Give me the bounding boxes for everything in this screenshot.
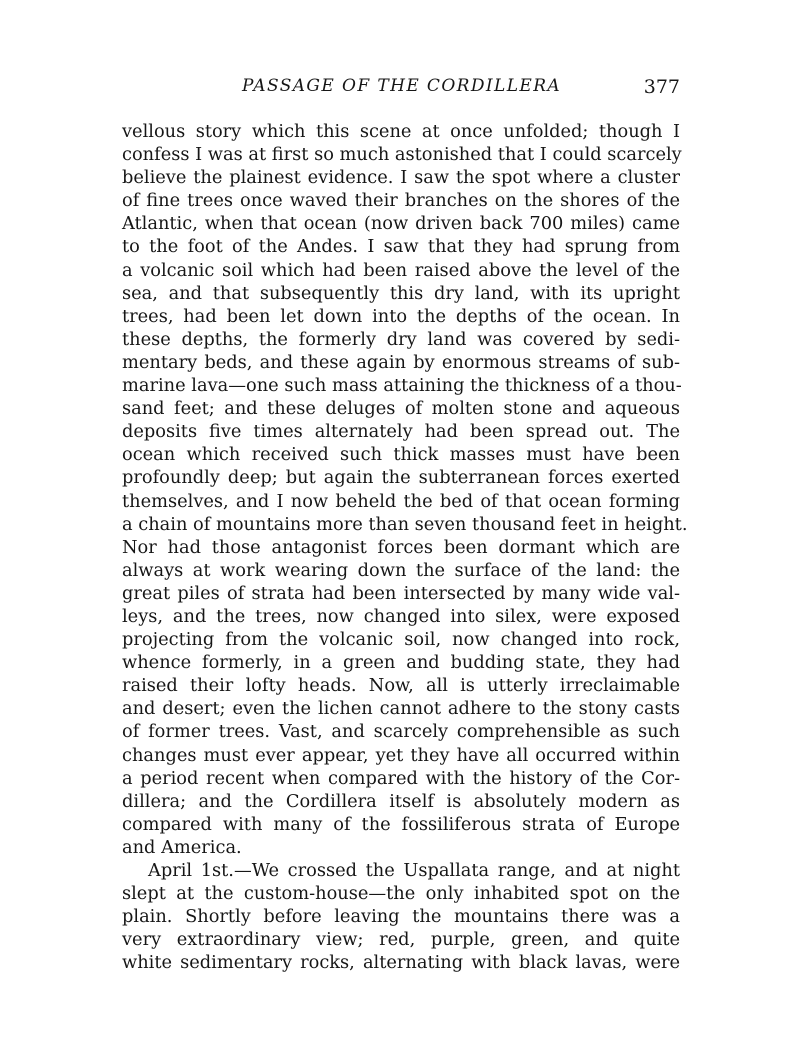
text-line: and desert; even the lichen cannot adhere to the stony casts — [122, 698, 680, 720]
text-line: dillera; and the Cordillera itself is absolutely modern as — [122, 790, 680, 812]
text-line: compared with many of the fossiliferous strata of Europe — [122, 813, 680, 835]
running-head — [122, 76, 680, 102]
text-line: a period recent when compared with the history of the Cor- — [122, 767, 680, 789]
paragraph-last-line: and America. — [122, 836, 242, 858]
text-line: sand feet; and these deluges of molten stone and aqueous — [122, 398, 680, 420]
text-line: of former trees. Vast, and scarcely comprehensible as such — [122, 721, 680, 743]
text-line: of fine trees once waved their branches on the shores of the — [122, 190, 680, 212]
text-line: always at work wearing down the surface of the land: the — [122, 559, 680, 581]
text-line: confess I was at first so much astonished that I could scarcely — [122, 144, 682, 166]
text-line: white sedimentary rocks, alternating with black lavas, were — [122, 952, 680, 974]
text-line: whence formerly, in a green and budding state, they had — [122, 652, 680, 674]
text-line: to the foot of the Andes. I saw that they had sprung from — [122, 236, 680, 258]
paragraph-first-line: April 1st.—We crossed the Uspallata range, and at night — [148, 860, 680, 881]
text-line: Atlantic, when that ocean (now driven back 700 miles) came — [122, 213, 680, 235]
text-line: Nor had those antagonist forces been dormant which are — [122, 536, 680, 558]
text-line: raised their lofty heads. Now, all is utterly irreclaimable — [122, 675, 680, 697]
text-line: a chain of mountains more than seven thousand feet in height. — [122, 513, 688, 535]
body-text — [122, 120, 688, 974]
text-line: mentary beds, and these again by enormous streams of sub- — [122, 351, 680, 373]
text-line: vellous story which this scene at once unfolded; though I — [122, 121, 680, 142]
text-line: these depths, the formerly dry land was covered by sedi- — [122, 328, 680, 350]
text-line: ocean which received such thick masses must have been — [122, 444, 680, 466]
text-line: a volcanic soil which had been raised above the level of the — [122, 259, 680, 281]
text-line: sea, and that subsequently this dry land, with its upright — [122, 282, 680, 304]
text-line: deposits five times alternately had been spread out. The — [122, 421, 680, 443]
text-line: projecting from the volcanic soil, now changed into rock, — [122, 629, 680, 651]
text-line: themselves, and I now beheld the bed of that ocean forming — [122, 490, 680, 512]
text-line: great piles of strata had been intersected by many wide val- — [122, 582, 680, 604]
text-line: trees, had been let down into the depths of the ocean. In — [122, 305, 680, 327]
text-line: very extraordinary view; red, purple, green, and quite — [122, 929, 680, 951]
text-line: changes must ever appear, yet they have all occurred within — [122, 744, 680, 766]
text-line: believe the plainest evidence. I saw the spot where a cluster — [122, 167, 680, 189]
running-title: PASSAGE OF THE CORDILLERA — [242, 76, 562, 96]
text-line: profoundly deep; but again the subterranean forces exerted — [122, 467, 680, 489]
text-line: leys, and the trees, now changed into silex, were exposed — [122, 605, 680, 627]
page-number: 377 — [643, 76, 680, 98]
text-line: marine lava—one such mass attaining the thickness of a thou- — [122, 375, 682, 397]
text-line: slept at the custom-house—the only inhabited spot on the — [122, 883, 680, 905]
text-line: plain. Shortly before leaving the mountains there was a — [122, 906, 680, 928]
